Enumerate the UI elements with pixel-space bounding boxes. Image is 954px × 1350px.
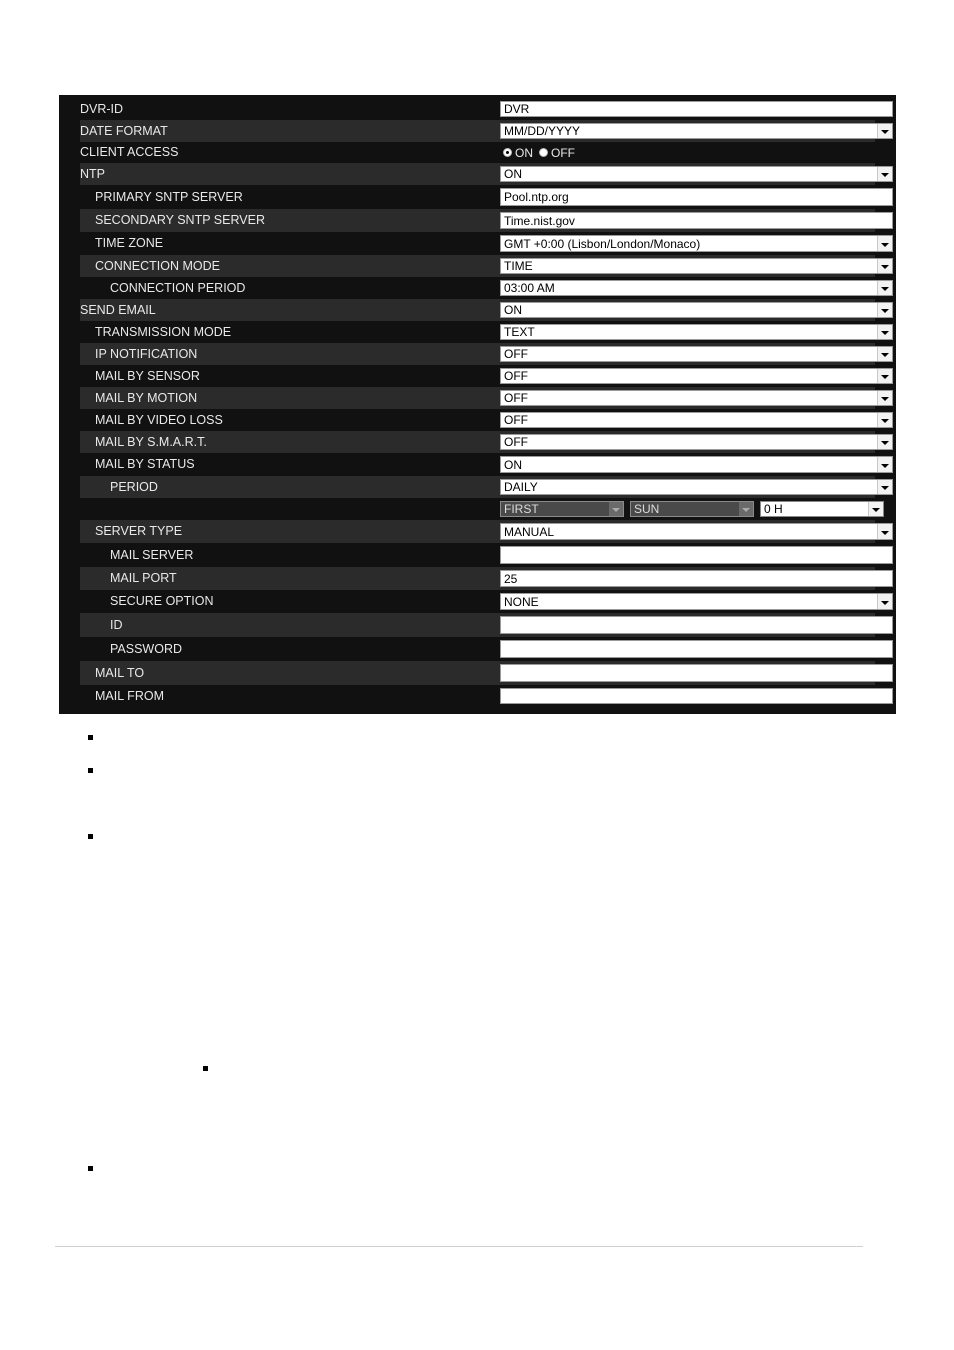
setting-label: DVR-ID: [80, 102, 124, 116]
field-value: OFF: [504, 435, 528, 449]
setting-row-ntp: [80, 163, 875, 185]
field-value: OFF: [504, 347, 528, 361]
chevron-down-icon[interactable]: [877, 347, 892, 361]
chevron-down-icon: [739, 502, 753, 516]
setting-row-connection-mode: [80, 255, 875, 277]
client-access-radio-group: [503, 142, 581, 163]
chevron-down-icon[interactable]: [877, 167, 892, 181]
radio-label-off: OFF: [551, 145, 575, 160]
secondary-sntp-server-input[interactable]: [500, 212, 893, 229]
setting-row-mail-to: [80, 661, 875, 685]
setting-label: MAIL BY VIDEO LOSS: [95, 413, 223, 427]
setting-row-mail-by-s-m-a-r-t: [80, 431, 875, 453]
setting-label: PERIOD: [110, 480, 158, 494]
radio-on[interactable]: [503, 148, 512, 157]
setting-row-time-zone: [80, 232, 875, 255]
setting-row-mail-server: [80, 543, 875, 567]
chevron-down-icon[interactable]: [877, 457, 892, 472]
setting-row-connection-period: [80, 277, 875, 299]
setting-row-id: [80, 613, 875, 637]
password-input[interactable]: [500, 640, 893, 658]
field-value: TEXT: [504, 325, 535, 339]
setting-row-mail-by-sensor: [80, 365, 875, 387]
week-select: [500, 501, 624, 517]
ntp-select[interactable]: [500, 166, 893, 182]
bullet-1: [88, 735, 93, 740]
setting-label: MAIL BY S.M.A.R.T.: [95, 435, 207, 449]
hour-select[interactable]: [760, 501, 884, 517]
field-value: 0 H: [764, 502, 783, 516]
bullet-3: [88, 834, 93, 839]
setting-row-send-email: [80, 299, 875, 321]
id-input[interactable]: [500, 616, 893, 634]
field-value: Time.nist.gov: [504, 213, 575, 228]
setting-row-password: [80, 637, 875, 661]
period-select[interactable]: [500, 479, 893, 495]
ip-notification-select[interactable]: [500, 346, 893, 362]
chevron-down-icon[interactable]: [877, 524, 892, 539]
setting-row-ip-notification: [80, 343, 875, 365]
setting-row-period: [80, 476, 875, 498]
setting-label: CONNECTION MODE: [95, 259, 220, 273]
time-zone-select[interactable]: [500, 235, 893, 252]
setting-row-mail-from: [80, 685, 875, 707]
field-value: DAILY: [504, 480, 538, 494]
setting-label: MAIL BY SENSOR: [95, 369, 200, 383]
setting-label: DATE FORMAT: [80, 124, 168, 138]
setting-label: SECONDARY SNTP SERVER: [95, 213, 265, 227]
field-value: OFF: [504, 391, 528, 405]
date-format-select[interactable]: [500, 123, 893, 139]
setting-row-date-format: [80, 120, 875, 142]
mail-by-s-m-a-r-t-select[interactable]: [500, 434, 893, 450]
field-value: OFF: [504, 413, 528, 427]
chevron-down-icon[interactable]: [877, 594, 892, 609]
setting-label: TIME ZONE: [95, 236, 164, 250]
field-value: ON: [504, 457, 522, 472]
setting-label: ID: [110, 618, 123, 632]
field-value: 25: [504, 571, 518, 586]
chevron-down-icon[interactable]: [868, 502, 883, 516]
mail-by-sensor-select[interactable]: [500, 368, 893, 384]
primary-sntp-server-input[interactable]: [500, 188, 893, 206]
mail-server-input[interactable]: [500, 546, 893, 564]
mail-to-input[interactable]: [500, 664, 893, 682]
setting-label: PASSWORD: [110, 642, 182, 656]
connection-period-select[interactable]: [500, 280, 893, 296]
field-value: Pool.ntp.org: [504, 190, 569, 204]
chevron-down-icon[interactable]: [877, 369, 892, 383]
chevron-down-icon[interactable]: [877, 391, 892, 405]
field-value: DVR: [504, 102, 530, 116]
footer-divider: [55, 1246, 863, 1247]
setting-row-dvr-id: [80, 98, 875, 120]
dvr-id-input[interactable]: [500, 101, 893, 117]
bullet-2: [88, 768, 93, 773]
day-select: [630, 501, 754, 517]
setting-label: MAIL BY MOTION: [95, 391, 198, 405]
setting-label: MAIL PORT: [110, 571, 177, 585]
setting-label: MAIL SERVER: [110, 548, 194, 562]
field-value: NONE: [504, 594, 539, 609]
chevron-down-icon[interactable]: [877, 124, 892, 138]
radio-label-on: ON: [515, 145, 533, 160]
setting-row-schedule: [80, 498, 875, 520]
mail-by-video-loss-select[interactable]: [500, 412, 893, 428]
setting-row-server-type: [80, 520, 875, 543]
field-value: MANUAL: [504, 524, 555, 539]
setting-row-mail-by-video-loss: [80, 409, 875, 431]
setting-label: SERVER TYPE: [95, 524, 183, 538]
chevron-down-icon: [609, 502, 623, 516]
field-value: SUN: [634, 502, 660, 516]
send-email-select[interactable]: [500, 302, 893, 318]
setting-label: CLIENT ACCESS: [80, 145, 179, 159]
chevron-down-icon[interactable]: [877, 303, 892, 317]
chevron-down-icon[interactable]: [877, 435, 892, 449]
connection-mode-select[interactable]: [500, 258, 893, 274]
setting-label: IP NOTIFICATION: [95, 347, 198, 361]
setting-row-transmission-mode: [80, 321, 875, 343]
setting-row-mail-by-status: [80, 453, 875, 476]
mail-from-input[interactable]: [500, 688, 893, 704]
setting-row-secondary-sntp-server: [80, 209, 875, 232]
mail-port-input[interactable]: [500, 570, 893, 587]
setting-label: SEND EMAIL: [80, 303, 156, 317]
chevron-down-icon[interactable]: [877, 259, 892, 273]
setting-row-mail-port: [80, 567, 875, 590]
setting-label: MAIL BY STATUS: [95, 457, 195, 471]
bullet-5: [88, 1166, 93, 1171]
setting-row-client-access: [80, 142, 875, 163]
field-value: 03:00 AM: [504, 281, 555, 295]
field-value: ON: [504, 167, 522, 181]
chevron-down-icon[interactable]: [877, 413, 892, 427]
setting-label: MAIL TO: [95, 666, 145, 680]
field-value: ON: [504, 303, 522, 317]
setting-row-mail-by-motion: [80, 387, 875, 409]
field-value: OFF: [504, 369, 528, 383]
field-value: GMT +0:00 (Lisbon/London/Monaco): [504, 236, 701, 251]
chevron-down-icon[interactable]: [877, 480, 892, 494]
setting-label: NTP: [80, 167, 105, 181]
setting-label: PRIMARY SNTP SERVER: [95, 190, 243, 204]
chevron-down-icon[interactable]: [877, 325, 892, 339]
radio-off[interactable]: [539, 148, 548, 157]
mail-by-status-select[interactable]: [500, 456, 893, 473]
setting-label: TRANSMISSION MODE: [95, 325, 232, 339]
secure-option-select[interactable]: [500, 593, 893, 610]
field-value: TIME: [504, 259, 533, 273]
chevron-down-icon[interactable]: [877, 236, 892, 251]
setting-row-primary-sntp-server: [80, 185, 875, 209]
bullet-4: [203, 1066, 208, 1071]
field-value: MM/DD/YYYY: [504, 124, 581, 138]
server-type-select[interactable]: [500, 523, 893, 540]
transmission-mode-select[interactable]: [500, 324, 893, 340]
settings-panel: [59, 95, 896, 714]
setting-label: SECURE OPTION: [110, 594, 214, 608]
setting-label: MAIL FROM: [95, 689, 164, 703]
setting-row-secure-option: [80, 590, 875, 613]
mail-by-motion-select[interactable]: [500, 390, 893, 406]
setting-label: CONNECTION PERIOD: [110, 281, 246, 295]
field-value: FIRST: [504, 502, 539, 516]
chevron-down-icon[interactable]: [877, 281, 892, 295]
